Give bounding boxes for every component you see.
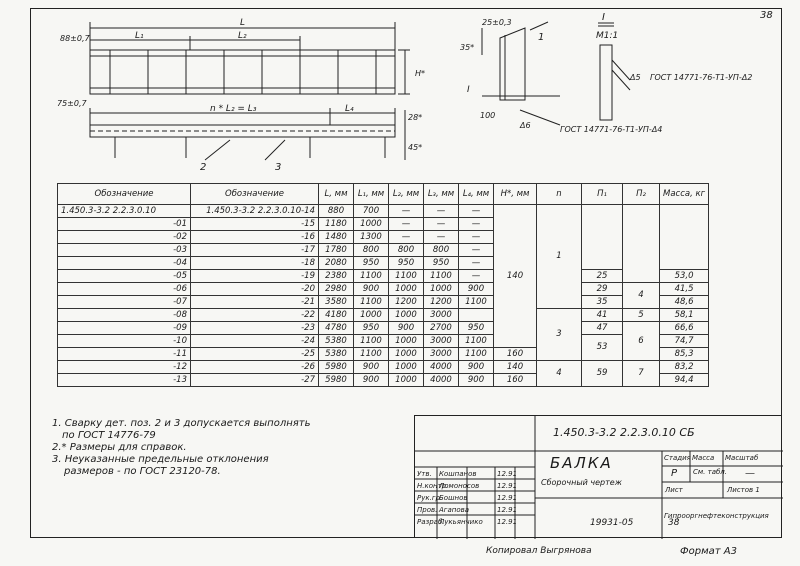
th-P2: П₂ [623, 184, 660, 205]
table-cell: 4000 [424, 361, 459, 374]
weld2-prefix: Δ5 [630, 73, 641, 82]
stage-value: Р [671, 468, 678, 479]
sec-d11: Δ6 [520, 121, 531, 130]
callout-3: 3 [275, 162, 282, 173]
table-cell: 900 [354, 283, 389, 296]
table-cell: -07 [58, 296, 191, 309]
table-cell: 1100 [459, 296, 494, 309]
table-cell: 140 [494, 361, 537, 374]
table-cell [660, 205, 709, 270]
title-block-date: 12.91 [497, 494, 518, 502]
detail-scale: М1:1 [596, 31, 619, 41]
table-cell: — [389, 205, 424, 218]
table-cell: 1.450.3-3.2 2.2.3.0.10 [58, 205, 191, 218]
table-cell: 94,4 [660, 374, 709, 387]
notes [52, 418, 310, 478]
table-cell: 53,0 [660, 270, 709, 283]
th-designation: Обозначение [58, 184, 191, 205]
table-cell: — [459, 218, 494, 231]
org-name: Гипрооргнефтеконструкция [664, 512, 769, 520]
table-cell: 1180 [319, 218, 354, 231]
table-cell: 900 [459, 283, 494, 296]
table-cell: 4 [537, 361, 582, 387]
table-row [58, 270, 709, 283]
table-cell: -11 [58, 348, 191, 361]
rods [115, 137, 385, 158]
inv-number: 19931-05 [590, 518, 634, 528]
callout-1: 1 [538, 32, 545, 43]
table-cell: 53 [582, 335, 623, 361]
copied-by: Копировал Выгрянова [486, 546, 592, 556]
table-cell: -27 [191, 374, 319, 387]
table-cell: 800 [389, 244, 424, 257]
table-cell: 1000 [424, 283, 459, 296]
title-block-date: 12.91 [497, 482, 518, 490]
table-cell: 950 [354, 322, 389, 335]
dim-bottom-offset: 75±0,7 [57, 99, 87, 108]
title-block-date: 12.91 [497, 518, 518, 526]
table-cell: — [459, 205, 494, 218]
title-block-role: Утв. [417, 470, 432, 478]
table-cell: 74,7 [660, 335, 709, 348]
table-cell: 41 [582, 309, 623, 322]
table-cell: — [424, 218, 459, 231]
th-designation2: Обозначение [191, 184, 319, 205]
th-P1: П₁ [582, 184, 623, 205]
table-cell: 1100 [354, 296, 389, 309]
dim-28: 28* [408, 113, 423, 122]
top-dividers [110, 50, 376, 94]
th-n: n [537, 184, 582, 205]
table-cell: -23 [191, 322, 319, 335]
bottom-page: 38 [668, 518, 680, 528]
table-cell: 4000 [424, 374, 459, 387]
note-line: по ГОСТ 14776-79 [62, 430, 156, 441]
table-cell: 5980 [319, 374, 354, 387]
dim-H: H* [415, 69, 426, 78]
title-block-name: Агапова [439, 506, 470, 514]
table-cell: 5 [623, 309, 660, 322]
table-cell: 1000 [389, 335, 424, 348]
sheet-label: Лист [665, 486, 683, 494]
table-cell: -16 [191, 231, 319, 244]
table-cell: -06 [58, 283, 191, 296]
scale-value: — [745, 468, 755, 479]
table-cell: 4 [623, 283, 660, 309]
title-block-name: Лукьянчико [439, 518, 483, 526]
dim-L3-formula: n * L₂ = L₃ [210, 104, 257, 114]
table-cell: 1000 [389, 283, 424, 296]
table-cell: — [459, 257, 494, 270]
table-cell: 1100 [459, 348, 494, 361]
table-cell: -12 [58, 361, 191, 374]
note-line: 3. Неуказанные предельные отклонения [52, 454, 269, 465]
th-mass: Масса, кг [660, 184, 709, 205]
table-cell: — [459, 270, 494, 283]
table-cell [459, 309, 494, 322]
sec-roman: I [467, 85, 470, 95]
th-L2: L₂, мм [389, 184, 424, 205]
table-cell: 59 [582, 361, 623, 387]
table-cell: 160 [494, 374, 537, 387]
dim-L: L [240, 18, 246, 28]
th-L: L, мм [319, 184, 354, 205]
table-cell: -04 [58, 257, 191, 270]
weld2: ГОСТ 14771-76-Т1-УП-Δ2 [650, 73, 753, 82]
table-cell: 2700 [424, 322, 459, 335]
table-cell: 900 [354, 361, 389, 374]
table-cell: — [389, 218, 424, 231]
title-block-name: Кошпанов [439, 470, 477, 478]
section-profile [500, 28, 525, 100]
table-cell: 1000 [354, 309, 389, 322]
title-block-role: Н.контр. [417, 482, 449, 490]
table-cell: 1000 [354, 218, 389, 231]
spec-table [57, 183, 709, 387]
title-block-date: 12.91 [497, 470, 518, 478]
table-cell: -21 [191, 296, 319, 309]
table-cell: 1300 [354, 231, 389, 244]
th-L1: L₁, мм [354, 184, 389, 205]
table-cell: -13 [58, 374, 191, 387]
mass-header: Масса [692, 454, 715, 462]
table-cell [623, 205, 660, 283]
table-cell: 950 [424, 257, 459, 270]
table-cell: -18 [191, 257, 319, 270]
dim-L1: L₁ [135, 31, 144, 41]
dim-top-offset: 88±0,7 [60, 34, 90, 43]
table-cell: — [459, 244, 494, 257]
beam-top-view [90, 50, 395, 94]
table-cell: 1100 [424, 270, 459, 283]
table-cell: 6 [623, 322, 660, 361]
table-cell: 700 [354, 205, 389, 218]
sec-weld1: ГОСТ 14771-76-Т1-УП-Δ4 [560, 125, 663, 134]
table-cell: 5380 [319, 348, 354, 361]
scale-header: Масштаб [725, 454, 759, 462]
table-cell: 900 [354, 374, 389, 387]
table-cell: 47 [582, 322, 623, 335]
table-cell: 160 [494, 348, 537, 361]
sec-25: 25±0,3 [482, 18, 512, 27]
table-cell: 950 [354, 257, 389, 270]
table-cell: 3000 [424, 348, 459, 361]
table-cell: -20 [191, 283, 319, 296]
title-block-role: Пров. [417, 506, 438, 514]
table-cell: 140 [494, 205, 537, 348]
dim-L2: L₂ [238, 31, 247, 41]
table-cell: -26 [191, 361, 319, 374]
table-cell: 5980 [319, 361, 354, 374]
table-cell: 2980 [319, 283, 354, 296]
note-line: размеров - по ГОСТ 23120-78. [64, 466, 221, 477]
table-cell: 950 [459, 322, 494, 335]
sheets-label: Листов 1 [727, 486, 760, 494]
table-cell: 41,5 [660, 283, 709, 296]
table-cell: 1480 [319, 231, 354, 244]
th-H: H*, мм [494, 184, 537, 205]
title-block-name: Бошнов [439, 494, 468, 502]
table-cell: 1000 [389, 361, 424, 374]
table-cell: 3000 [424, 335, 459, 348]
table-cell: 1200 [389, 296, 424, 309]
table-cell: 1 [537, 205, 582, 309]
table-cell: 5380 [319, 335, 354, 348]
dim-L4: L₄ [345, 104, 354, 114]
table-cell: 3000 [424, 309, 459, 322]
table-cell: — [424, 205, 459, 218]
stage-header: Стадия [664, 454, 691, 462]
title-block-name: Ломоносов [439, 482, 480, 490]
table-cell: 1100 [354, 348, 389, 361]
table-cell: — [389, 231, 424, 244]
table-cell: 900 [459, 361, 494, 374]
table-cell: 1780 [319, 244, 354, 257]
table-row [58, 205, 709, 218]
table-cell: 29 [582, 283, 623, 296]
table-cell: -25 [191, 348, 319, 361]
table-row [58, 361, 709, 374]
table-cell [582, 205, 623, 270]
table-cell: -09 [58, 322, 191, 335]
table-cell: -08 [58, 309, 191, 322]
note-line: 1. Сварку дет. поз. 2 и 3 допускается выполнять [52, 418, 311, 429]
table-row [58, 296, 709, 309]
title-block-role: Рук.гр. [417, 494, 443, 502]
table-row [58, 309, 709, 322]
table-cell: 4180 [319, 309, 354, 322]
callout-2: 2 [200, 162, 207, 173]
detail-label: I [602, 12, 605, 23]
table-cell: 66,6 [660, 322, 709, 335]
table-cell: 3580 [319, 296, 354, 309]
dim-45: 45* [408, 143, 423, 152]
table-cell: -24 [191, 335, 319, 348]
table-cell: 58,1 [660, 309, 709, 322]
table-cell: 1100 [459, 335, 494, 348]
table-cell: 25 [582, 270, 623, 283]
table-cell: 1200 [424, 296, 459, 309]
table-cell: -03 [58, 244, 191, 257]
table-cell: 880 [319, 205, 354, 218]
table-cell: 1000 [389, 309, 424, 322]
page-number: 38 [760, 10, 773, 21]
table-cell: 35 [582, 296, 623, 309]
table-row [58, 283, 709, 296]
table-cell: 1100 [389, 270, 424, 283]
table-cell: -05 [58, 270, 191, 283]
table-cell: — [424, 231, 459, 244]
table-cell: 1000 [389, 374, 424, 387]
sec-100: 100 [480, 111, 496, 120]
table-cell: 2080 [319, 257, 354, 270]
title-block-role: Разраб. [417, 518, 445, 526]
mass-value: См. табл. [693, 468, 728, 476]
table-row [58, 322, 709, 335]
table-row [58, 335, 709, 348]
table-cell: -22 [191, 309, 319, 322]
th-L3: L₃, мм [424, 184, 459, 205]
drawing-name: БАЛКА [550, 454, 613, 472]
table-cell: 950 [389, 257, 424, 270]
table-cell: -17 [191, 244, 319, 257]
beam-drawing [0, 0, 800, 190]
format-label: Формат А3 [680, 546, 737, 557]
table-cell: 900 [389, 322, 424, 335]
sec-35: 35* [460, 43, 475, 52]
table-cell: 1100 [354, 270, 389, 283]
th-L4: L₄, мм [459, 184, 494, 205]
table-cell: 48,6 [660, 296, 709, 309]
table-cell: 85,3 [660, 348, 709, 361]
table-cell: — [459, 231, 494, 244]
table-cell: 1000 [389, 348, 424, 361]
table-cell: 1100 [354, 335, 389, 348]
table-cell: 83,2 [660, 361, 709, 374]
table-cell: 900 [459, 374, 494, 387]
title-block-date: 12.91 [497, 506, 518, 514]
table-cell: 800 [354, 244, 389, 257]
table-header [58, 184, 709, 205]
drawing-code: 1.450.3-3.2 2.2.3.0.10 СБ [553, 426, 695, 439]
table-cell: 7 [623, 361, 660, 387]
table-cell: -02 [58, 231, 191, 244]
table-cell: -01 [58, 218, 191, 231]
table-cell: 800 [424, 244, 459, 257]
table-cell: 2380 [319, 270, 354, 283]
drawing-subtitle: Сборочный чертеж [541, 478, 622, 487]
note-line: 2.* Размеры для справок. [52, 442, 187, 453]
table-cell: -19 [191, 270, 319, 283]
table-cell: -15 [191, 218, 319, 231]
detail-plate [600, 45, 612, 120]
table-cell: 3 [537, 309, 582, 361]
table-cell: 4780 [319, 322, 354, 335]
table-cell: -10 [58, 335, 191, 348]
table-cell: 1.450.3-3.2 2.2.3.0.10-14 [191, 205, 319, 218]
